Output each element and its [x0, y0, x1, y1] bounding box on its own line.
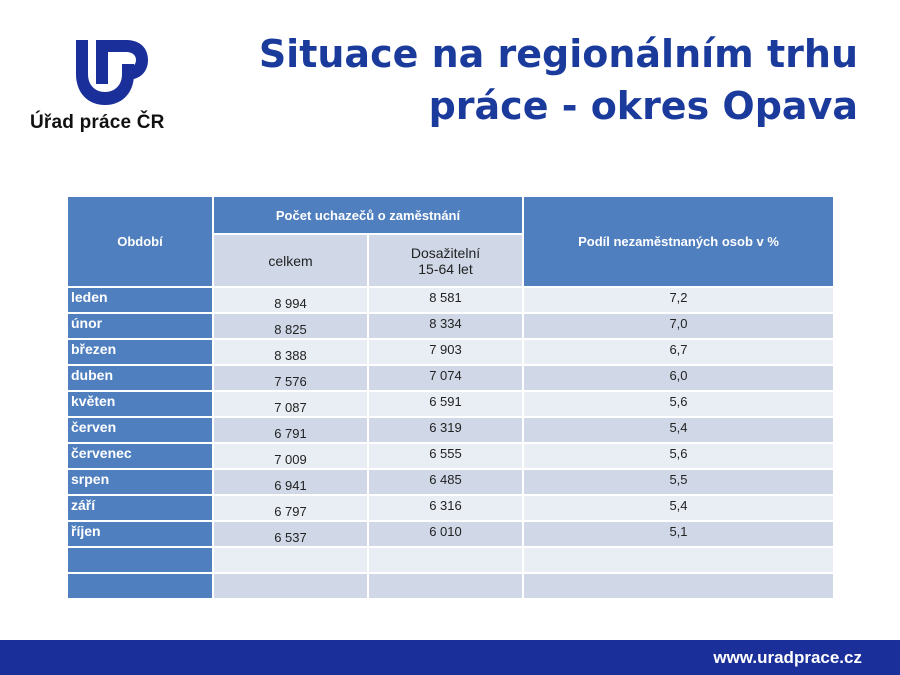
cell-total [213, 469, 368, 495]
cell-available-value: 6 319 [429, 419, 462, 435]
cell-total-value: 8 994 [274, 295, 307, 311]
header-available-line2: 15-64 let [418, 260, 473, 277]
cell-month: srpen [68, 469, 213, 495]
cell-available [368, 365, 523, 391]
cell-share-value: 6,0 [669, 367, 688, 383]
cell-total [213, 495, 368, 521]
cell-month [68, 547, 213, 573]
cell-share-value: 5,1 [669, 523, 688, 539]
logo-text: Úřad práce ČR [30, 112, 165, 133]
header-available [368, 234, 523, 287]
footer-bar [0, 640, 900, 675]
cell-share [523, 287, 833, 313]
table-row [68, 339, 833, 365]
cell-total-value: 8 388 [274, 347, 307, 363]
table-row [68, 521, 833, 547]
cell-share [523, 469, 833, 495]
cell-month: leden [68, 287, 213, 313]
cell-share-value: 6,7 [669, 341, 688, 357]
cell-share [523, 365, 833, 391]
cell-available [368, 573, 523, 599]
cell-total-value: 7 576 [274, 373, 307, 389]
cell-total [213, 417, 368, 443]
cell-share-value: 5,6 [669, 393, 688, 409]
up-logo-icon [74, 34, 152, 106]
cell-share [523, 521, 833, 547]
cell-available-value: 6 555 [429, 445, 462, 461]
cell-available-value: 6 485 [429, 471, 462, 487]
cell-available [368, 313, 523, 339]
cell-available-value: 7 074 [429, 367, 462, 383]
cell-month: červen [68, 417, 213, 443]
cell-month: září [68, 495, 213, 521]
cell-total [213, 339, 368, 365]
table-body [68, 287, 833, 599]
cell-total-value: 7 009 [274, 451, 307, 467]
table-row [68, 443, 833, 469]
header-total: celkem [213, 234, 368, 287]
cell-total [213, 365, 368, 391]
cell-share [523, 495, 833, 521]
cell-available [368, 521, 523, 547]
cell-total-value: 6 537 [274, 529, 307, 545]
cell-total [213, 391, 368, 417]
cell-month: únor [68, 313, 213, 339]
cell-total [213, 287, 368, 313]
cell-share [523, 339, 833, 365]
cell-share [523, 313, 833, 339]
table-row [68, 287, 833, 313]
cell-available-value: 7 903 [429, 341, 462, 357]
header-period: Období [68, 197, 213, 287]
cell-total-value: 6 941 [274, 477, 307, 493]
page-title [218, 28, 858, 132]
cell-share-value: 5,4 [669, 497, 688, 513]
cell-share [523, 443, 833, 469]
table-row [68, 365, 833, 391]
cell-share-value: 5,6 [669, 445, 688, 461]
cell-available-value: 8 581 [429, 289, 462, 305]
table-row [68, 417, 833, 443]
cell-available-value: 8 334 [429, 315, 462, 331]
cell-available-value: 6 316 [429, 497, 462, 513]
table-row [68, 469, 833, 495]
cell-total-value: 7 087 [274, 399, 307, 415]
title-line-2: práce - okres Opava [428, 84, 858, 128]
data-table [68, 197, 833, 600]
cell-available [368, 547, 523, 573]
cell-available [368, 417, 523, 443]
cell-share [523, 547, 833, 573]
cell-total [213, 547, 368, 573]
cell-share-value: 5,5 [669, 471, 688, 487]
cell-available [368, 443, 523, 469]
cell-available-value: 6 010 [429, 523, 462, 539]
table-row [68, 313, 833, 339]
cell-share-value: 5,4 [669, 419, 688, 435]
cell-month: květen [68, 391, 213, 417]
footer-url: www.uradprace.cz [713, 648, 862, 667]
cell-available [368, 469, 523, 495]
cell-share-value: 7,2 [669, 289, 688, 305]
logo [30, 30, 190, 140]
cell-share [523, 391, 833, 417]
cell-available [368, 391, 523, 417]
cell-month: duben [68, 365, 213, 391]
header-available-line1: Dosažitelní [410, 244, 481, 261]
cell-available [368, 339, 523, 365]
cell-share-value: 7,0 [669, 315, 688, 331]
cell-available [368, 495, 523, 521]
cell-share [523, 573, 833, 599]
cell-total [213, 313, 368, 339]
cell-month: červenec [68, 443, 213, 469]
cell-share [523, 417, 833, 443]
cell-total-value: 8 825 [274, 321, 307, 337]
table-row [68, 495, 833, 521]
table-row [68, 547, 833, 573]
table-row [68, 573, 833, 599]
header-applicants: Počet uchazečů o zaměstnání [213, 197, 523, 234]
cell-month: říjen [68, 521, 213, 547]
cell-available-value: 6 591 [429, 393, 462, 409]
cell-month [68, 573, 213, 599]
cell-total [213, 573, 368, 599]
cell-total [213, 443, 368, 469]
cell-available [368, 287, 523, 313]
title-line-1: Situace na regionálním trhu [258, 32, 858, 76]
cell-total-value: 6 791 [274, 425, 307, 441]
header-share: Podíl nezaměstnaných osob v % [523, 197, 833, 287]
cell-total [213, 521, 368, 547]
table-row [68, 391, 833, 417]
cell-total-value: 6 797 [274, 503, 307, 519]
cell-month: březen [68, 339, 213, 365]
